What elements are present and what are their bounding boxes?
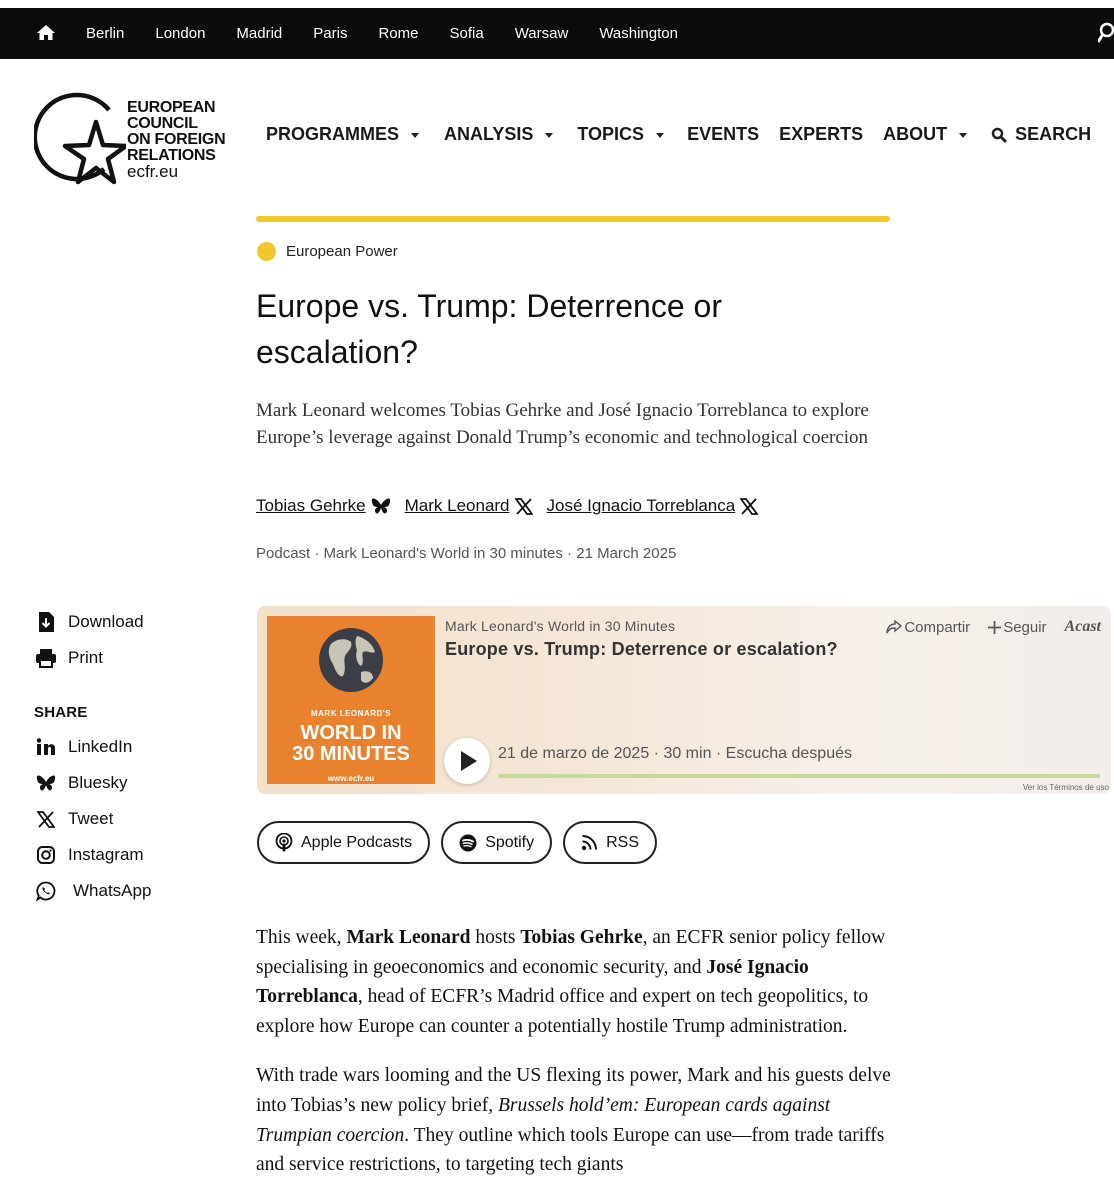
nav-analysis[interactable]	[444, 124, 553, 145]
share-label: Compartir	[904, 618, 971, 636]
follow-button[interactable]	[988, 619, 1046, 636]
logo-line: COUNCIL	[127, 115, 198, 132]
platform-label: Spotify	[485, 833, 535, 851]
city-link-berlin[interactable]: Berlin	[86, 25, 125, 42]
platform-label: RSS	[606, 833, 640, 851]
logo-wordmark	[127, 100, 225, 164]
rss-button[interactable]	[563, 821, 657, 864]
share-label: Tweet	[68, 809, 114, 828]
share-label: LinkedIn	[68, 737, 133, 756]
article-lede: Mark Leonard welcomes Tobias Gehrke and José Ignacio Torreblanca to explore Europe’s leverage against Donald Trump’s economic and technological coercion	[256, 400, 869, 448]
nav-topics[interactable]	[577, 124, 664, 145]
x-icon[interactable]	[740, 498, 758, 515]
nav-label: SEARCH	[1015, 124, 1092, 144]
ecfr-logo[interactable]	[34, 90, 234, 190]
topic-label: European Power	[286, 243, 398, 260]
player-show-name[interactable]: Mark Leonard's World in 30 Minutes	[445, 618, 676, 634]
body-paragraph	[256, 923, 896, 1041]
share-label: WhatsApp	[73, 881, 152, 900]
nav-label: EVENTS	[687, 124, 760, 144]
podcast-cover	[267, 616, 435, 784]
print-icon	[34, 648, 58, 668]
author-item	[547, 496, 759, 516]
share-linkedin[interactable]	[34, 729, 234, 765]
download-button[interactable]	[34, 604, 234, 640]
player-episode-info: 21 de marzo de 2025 · 30 min · Escucha después	[498, 745, 852, 762]
text-run: , an ECFR senior policy fellow specialising in geoeconomics and economic security, and	[256, 927, 886, 978]
player-episode-title[interactable]: Europe vs. Trump: Deterrence or escalation?	[445, 639, 838, 659]
cover-kicker: MARK LEONARD'S	[310, 709, 391, 718]
text-run: hosts	[470, 927, 521, 948]
rss-icon	[581, 834, 598, 851]
nav-about[interactable]	[883, 124, 967, 145]
nav-search[interactable]	[991, 124, 1091, 145]
acast-logo[interactable]: Acast	[1064, 618, 1101, 635]
author-link[interactable]: José Ignacio Torreblanca	[546, 496, 736, 515]
home-icon[interactable]	[36, 23, 56, 43]
text-run-bold: José Ignacio Torreblanca	[256, 956, 809, 1008]
x-icon	[34, 811, 58, 828]
nav-label: ABOUT	[883, 124, 948, 144]
logo-line: EUROPEAN	[127, 99, 216, 116]
plus-icon	[988, 621, 1001, 634]
text-run: This week,	[256, 927, 347, 948]
share-tweet[interactable]	[34, 801, 234, 837]
city-link-washington[interactable]: Washington	[599, 25, 678, 42]
text-run: With trade wars looming and the US flexing its power, Mark and his guests delve into Tobias’s new policy brief,	[256, 1065, 891, 1116]
globe-icon	[317, 626, 385, 694]
spotify-icon	[459, 834, 477, 852]
instagram-icon	[34, 846, 58, 864]
cover-title-line: WORLD IN	[300, 722, 402, 744]
logo-line: ON FOREIGN	[127, 131, 226, 148]
author-link[interactable]: Mark Leonard	[404, 496, 510, 515]
share-heading: SHARE	[34, 704, 88, 721]
city-link-madrid[interactable]: Madrid	[236, 25, 283, 42]
city-link-paris[interactable]: Paris	[313, 25, 348, 42]
topic-dot-icon	[257, 242, 276, 261]
whatsapp-icon	[34, 881, 58, 901]
nav-label: ANALYSIS	[444, 124, 534, 144]
apple-podcasts-icon	[275, 833, 293, 853]
star-circle-logo-icon	[34, 90, 126, 186]
sidebar-tools	[34, 604, 234, 909]
nav-programmes[interactable]	[266, 124, 419, 145]
author-item	[405, 496, 533, 516]
cover-url: www.ecfr.eu	[327, 774, 375, 783]
article-meta: Podcast · Mark Leonard's World in 30 minutes · 21 March 2025	[256, 545, 677, 562]
text-run: , head of ECFR’s Madrid office and expert on tech geopolitics, to explore how Europe can counter a potentially hostile Trump administration.	[256, 986, 869, 1037]
play-button[interactable]	[444, 738, 490, 784]
topic-rule	[256, 216, 890, 222]
text-run: . They outline which tools Europe can use—from trade tariffs and service restrictions, to targeting tech giants	[256, 1124, 885, 1176]
nav-experts[interactable]	[779, 124, 863, 145]
share-bluesky[interactable]	[34, 765, 234, 801]
podcast-platforms	[257, 821, 668, 864]
author-item	[256, 496, 391, 516]
nav-label: TOPICS	[577, 124, 645, 144]
terms-link[interactable]: Ver los Términos de uso	[1022, 783, 1109, 792]
chevron-down-icon	[959, 133, 967, 138]
logo-url: ecfr.eu	[127, 162, 179, 181]
print-label: Print	[68, 648, 103, 667]
platform-label: Apple Podcasts	[301, 833, 413, 851]
nav-events[interactable]	[687, 124, 759, 145]
topic-tag[interactable]	[257, 242, 398, 261]
search-icon	[991, 127, 1007, 143]
text-run-bold: Mark Leonard	[346, 927, 471, 948]
chevron-down-icon	[656, 133, 664, 138]
bluesky-icon	[34, 774, 58, 792]
x-icon[interactable]	[515, 498, 533, 515]
player-progress-bar[interactable]	[498, 774, 1100, 778]
linkedin-icon	[34, 738, 58, 756]
player-actions	[868, 618, 1101, 636]
author-link[interactable]: Tobias Gehrke	[256, 496, 366, 515]
city-bar	[0, 8, 1114, 59]
body-paragraph	[256, 1061, 896, 1179]
share-icon	[886, 620, 902, 634]
article-body	[256, 923, 896, 1200]
search-icon[interactable]	[1098, 22, 1114, 44]
text-run-italic: Brussels hold’em: European cards against Trumpian coercion	[256, 1094, 831, 1146]
print-button[interactable]	[34, 640, 234, 676]
city-link-sofia[interactable]: Sofia	[449, 25, 484, 42]
city-link-london[interactable]: London	[155, 25, 206, 42]
podcast-player	[257, 606, 1111, 794]
text-run-bold: Tobias Gehrke	[520, 927, 643, 948]
logo-line: RELATIONS	[127, 147, 216, 164]
download-label: Download	[68, 612, 144, 631]
cover-title	[267, 723, 435, 765]
share-button[interactable]	[886, 619, 970, 636]
bluesky-icon[interactable]	[371, 497, 391, 515]
main-nav	[266, 124, 1091, 145]
follow-label: Seguir	[1003, 618, 1047, 636]
city-link-warsaw[interactable]: Warsaw	[514, 25, 569, 42]
apple-podcasts-button[interactable]	[257, 821, 430, 864]
download-icon	[34, 611, 58, 633]
share-label: Instagram	[68, 845, 144, 864]
nav-label: EXPERTS	[779, 124, 864, 144]
share-instagram[interactable]	[34, 837, 234, 873]
spotify-button[interactable]	[441, 821, 552, 864]
chevron-down-icon	[411, 133, 419, 138]
cover-title-line: 30 MINUTES	[292, 743, 410, 765]
share-whatsapp[interactable]	[34, 873, 234, 909]
city-links	[86, 8, 709, 59]
author-list	[256, 496, 772, 516]
share-label: Bluesky	[68, 773, 128, 792]
nav-label: PROGRAMMES	[266, 124, 400, 144]
city-link-rome[interactable]: Rome	[378, 25, 419, 42]
page-title: Europe vs. Trump: Deterrence or escalation?	[256, 288, 722, 370]
chevron-down-icon	[545, 133, 553, 138]
